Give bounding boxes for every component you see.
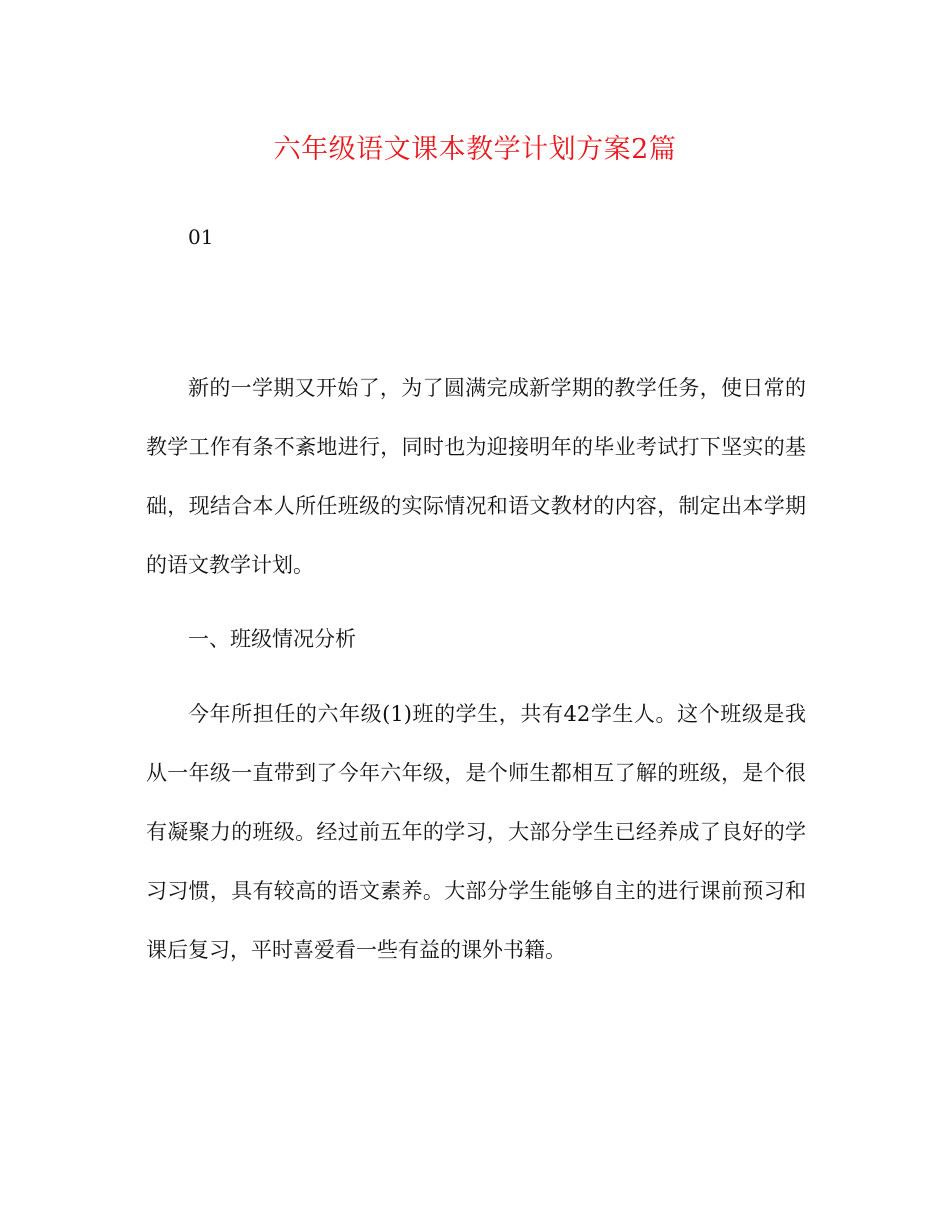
class-analysis-paragraph: 今年所担任的六年级(1)班的学生，共有42学生人。这个班级是我从一年级一直带到了今年六年级，是个师生都相互了解的班级，是个很有凝聚力的班级。经过前五年的学习，大部分学生已经养成了良好的学习习惯，具有较高的语文素养。大部分学生能够自主的进行课前预习和课后复习，平时喜爱看一些有益的课外书籍。 xyxy=(146,702,806,962)
document-body xyxy=(146,359,806,995)
intro-paragraph: 新的一学期又开始了，为了圆满完成新学期的教学任务，使日常的教学工作有条不紊地进行，同时也为迎接明年的毕业考试打下坚实的基础，现结合本人所任班级的实际情况和语文教材的内容，制定出本学期的语文教学计划。 xyxy=(146,376,806,577)
document-title: 六年级语文课本教学计划方案2篇 xyxy=(273,134,677,165)
section-number: 01 xyxy=(188,225,214,249)
section-heading-class-analysis: 一、班级情况分析 xyxy=(188,627,356,651)
